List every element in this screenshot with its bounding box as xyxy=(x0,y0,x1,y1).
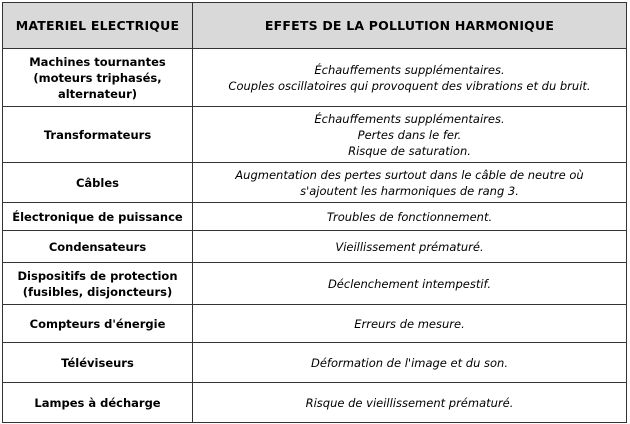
materiel-line: alternateur) xyxy=(57,86,138,101)
table-row xyxy=(3,107,627,163)
materiel-line: Compteurs d'énergie xyxy=(29,316,166,331)
materiel-line: Condensateurs xyxy=(48,239,147,254)
effets-line: Déclenchement intempestif. xyxy=(327,276,492,291)
header-effets: EFFETS DE LA POLLUTION HARMONIQUE xyxy=(193,3,627,49)
materiel-line: Transformateurs xyxy=(43,127,152,142)
effets-line: Risque de vieillissement prématuré. xyxy=(305,395,514,410)
effets-line: Risque de saturation. xyxy=(348,143,471,158)
materiel-cell xyxy=(3,305,193,343)
header-row xyxy=(3,3,627,49)
materiel-line: (fusibles, disjoncteurs) xyxy=(22,284,173,299)
materiel-line: Lampes à décharge xyxy=(34,395,161,410)
effets-line: s'ajoutent les harmoniques de rang 3. xyxy=(300,183,519,198)
table-row xyxy=(3,231,627,263)
materiel-line: Électronique de puissance xyxy=(12,209,183,224)
materiel-cell xyxy=(3,383,193,423)
materiel-line: Machines tournantes xyxy=(29,54,166,69)
effets-line: Échauffements supplémentaires. xyxy=(314,62,505,77)
effets-cell xyxy=(193,263,627,305)
materiel-line: Dispositifs de protection xyxy=(17,268,178,283)
effets-cell xyxy=(193,203,627,231)
effets-cell xyxy=(193,343,627,383)
effets-cell xyxy=(193,305,627,343)
harmonic-effects-table xyxy=(2,2,627,423)
effets-line: Déformation de l'image et du son. xyxy=(311,355,508,370)
effets-line: Échauffements supplémentaires. xyxy=(314,111,505,126)
effets-line: Troubles de fonctionnement. xyxy=(326,209,493,224)
effets-line: Pertes dans le fer. xyxy=(357,127,462,142)
effets-line: Augmentation des pertes surtout dans le câble de neutre où xyxy=(235,167,584,182)
materiel-line: Câbles xyxy=(75,175,120,190)
materiel-line: Téléviseurs xyxy=(61,355,134,370)
table-row xyxy=(3,49,627,107)
table-row xyxy=(3,343,627,383)
materiel-cell xyxy=(3,107,193,163)
materiel-cell xyxy=(3,263,193,305)
effets-line: Couples oscillatoires qui provoquent des vibrations et du bruit. xyxy=(228,78,591,93)
effets-cell xyxy=(193,231,627,263)
materiel-cell xyxy=(3,343,193,383)
table-row xyxy=(3,263,627,305)
materiel-cell xyxy=(3,203,193,231)
materiel-cell xyxy=(3,49,193,107)
table-row xyxy=(3,305,627,343)
effets-cell xyxy=(193,163,627,203)
materiel-cell xyxy=(3,163,193,203)
table-row xyxy=(3,383,627,423)
effets-cell xyxy=(193,107,627,163)
effets-cell xyxy=(193,49,627,107)
materiel-cell xyxy=(3,231,193,263)
materiel-line: (moteurs triphasés, xyxy=(33,70,162,85)
table-row xyxy=(3,163,627,203)
header-materiel: MATERIEL ELECTRIQUE xyxy=(3,3,193,49)
effets-line: Vieillissement prématuré. xyxy=(335,239,484,254)
effets-cell xyxy=(193,383,627,423)
table-row xyxy=(3,203,627,231)
effets-line: Erreurs de mesure. xyxy=(354,316,465,331)
